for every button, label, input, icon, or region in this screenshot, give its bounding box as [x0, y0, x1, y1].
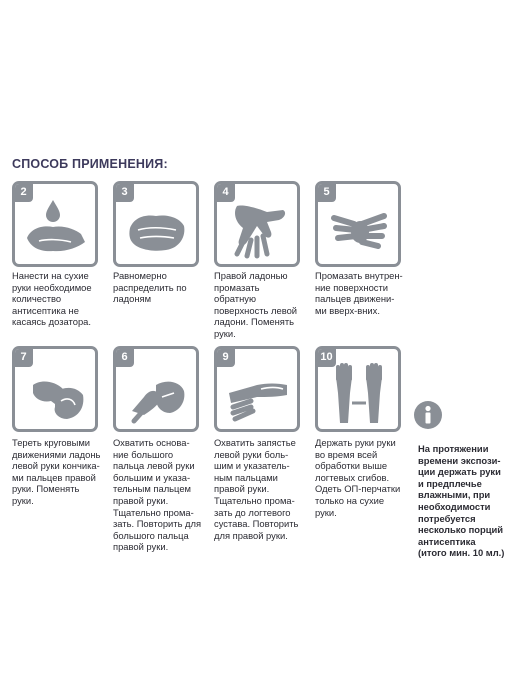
hands-interlaced-fingers-icon: [328, 198, 390, 260]
text-line: потребуется: [418, 512, 476, 524]
text-line: движениями ладонь: [12, 448, 101, 460]
text-line: ладоням: [113, 293, 152, 305]
step-description-9: [214, 437, 306, 541]
text-line: руки.: [315, 506, 337, 518]
step-description-10: [315, 437, 407, 518]
text-line: Промазать внутрен-: [315, 270, 403, 281]
text-line: Правой ладонью: [214, 270, 288, 281]
text-line: Охватить запястье: [214, 437, 296, 448]
text-line: ние большого: [113, 448, 174, 460]
text-line: шим и указатель-: [214, 460, 290, 472]
step-description-5: [315, 270, 407, 316]
hands-dispenser-drop-icon: [25, 198, 87, 260]
text-line: Тереть круговыми: [12, 437, 91, 448]
hands-fingertips-circular-icon: [25, 363, 87, 425]
step-number: 4: [216, 183, 235, 202]
text-line: и предплечье: [418, 477, 482, 489]
step-description-6: [113, 437, 205, 553]
text-line: обработки выше: [315, 460, 388, 472]
step-card-6: [113, 346, 199, 432]
step-card-7: [12, 346, 98, 432]
text-line: ции держать руки: [418, 466, 501, 478]
hands-grasp-thumb-icon: [126, 363, 188, 425]
text-line: касаясь дозатора.: [12, 316, 91, 328]
text-line: (итого мин. 10 мл.): [418, 547, 505, 559]
text-line: Тщательно прома-: [113, 506, 194, 518]
text-line: ние поверхности: [315, 281, 389, 293]
text-line: руки. Поменять: [12, 483, 80, 495]
hands-grasp-wrist-icon: [227, 363, 289, 425]
text-line: промазать: [214, 281, 260, 293]
text-line: влажными, при: [418, 489, 491, 501]
text-line: необходимости: [418, 500, 491, 512]
step-description-4: [214, 270, 306, 340]
text-line: антисептика не: [12, 304, 79, 316]
text-line: несколько порций: [418, 524, 504, 536]
step-number: 7: [14, 348, 33, 367]
text-line: руки.: [214, 327, 236, 339]
step-number: 5: [317, 183, 336, 202]
text-line: антисептика: [418, 535, 476, 547]
text-line: обратную: [214, 293, 256, 305]
text-line: Держать руки руки: [315, 437, 396, 448]
text-line: тельным пальцем: [113, 483, 191, 495]
text-line: Охватить основа-: [113, 437, 190, 448]
text-line: ми вверх-вних.: [315, 304, 380, 316]
step-number: 9: [216, 348, 235, 367]
step-number: 3: [115, 183, 134, 202]
hands-rubbing-palms-icon: [126, 198, 188, 260]
text-line: сустава. Повторить: [214, 518, 299, 530]
text-line: правой руки.: [214, 483, 270, 495]
step-card-3: [113, 181, 199, 267]
text-line: зать до логтевого: [214, 506, 291, 518]
text-line: руки.: [12, 494, 34, 506]
text-line: левой руки боль-: [214, 448, 289, 460]
text-line: большого пальца: [113, 529, 189, 541]
step-number: 10: [317, 348, 336, 367]
text-line: Одеть ОП-перчатки: [315, 483, 401, 495]
text-line: только на сухие: [315, 494, 385, 506]
text-line: левой руки кончика-: [12, 460, 100, 472]
step-card-9: [214, 346, 300, 432]
text-line: Нанести на сухие: [12, 270, 89, 281]
text-line: поверхность левой: [214, 304, 298, 316]
text-line: ным пальцами: [214, 471, 278, 483]
page-title: СПОСОБ ПРИМЕНЕНИЯ:: [12, 157, 168, 171]
text-line: времени экспози-: [418, 454, 501, 466]
text-line: На протяжении: [418, 443, 489, 454]
text-line: логтевых сгибов.: [315, 471, 390, 483]
text-line: во время всей: [315, 448, 378, 460]
step-number: 6: [115, 348, 134, 367]
text-line: пальца левой руки: [113, 460, 195, 472]
step-card-10: [315, 346, 401, 432]
text-line: Равномерно: [113, 270, 167, 281]
step-card-5: [315, 181, 401, 267]
step-description-7: [12, 437, 104, 507]
text-line: Тщательно прома-: [214, 494, 295, 506]
text-line: для правой руки.: [214, 529, 288, 541]
step-number: 2: [14, 183, 33, 202]
text-line: зать. Повторить для: [113, 518, 202, 530]
info-icon: [414, 401, 442, 429]
text-line: правой руки.: [113, 494, 169, 506]
text-line: ми пальцев правой: [12, 471, 96, 483]
step-card-2: [12, 181, 98, 267]
text-line: правой руки.: [113, 541, 169, 553]
hands-palm-over-back-icon: [227, 198, 289, 260]
text-line: большим и указа-: [113, 471, 191, 483]
text-line: руки необходимое: [12, 281, 92, 293]
text-line: пальцев движени-: [315, 293, 395, 305]
step-description-3: [113, 270, 205, 305]
note-text: [418, 443, 506, 559]
text-line: количество: [12, 293, 62, 305]
step-card-4: [214, 181, 300, 267]
text-line: распределить по: [113, 281, 187, 293]
text-line: ладони. Поменять: [214, 316, 295, 328]
hands-raised-up-icon: [328, 363, 390, 425]
step-description-2: [12, 270, 104, 328]
